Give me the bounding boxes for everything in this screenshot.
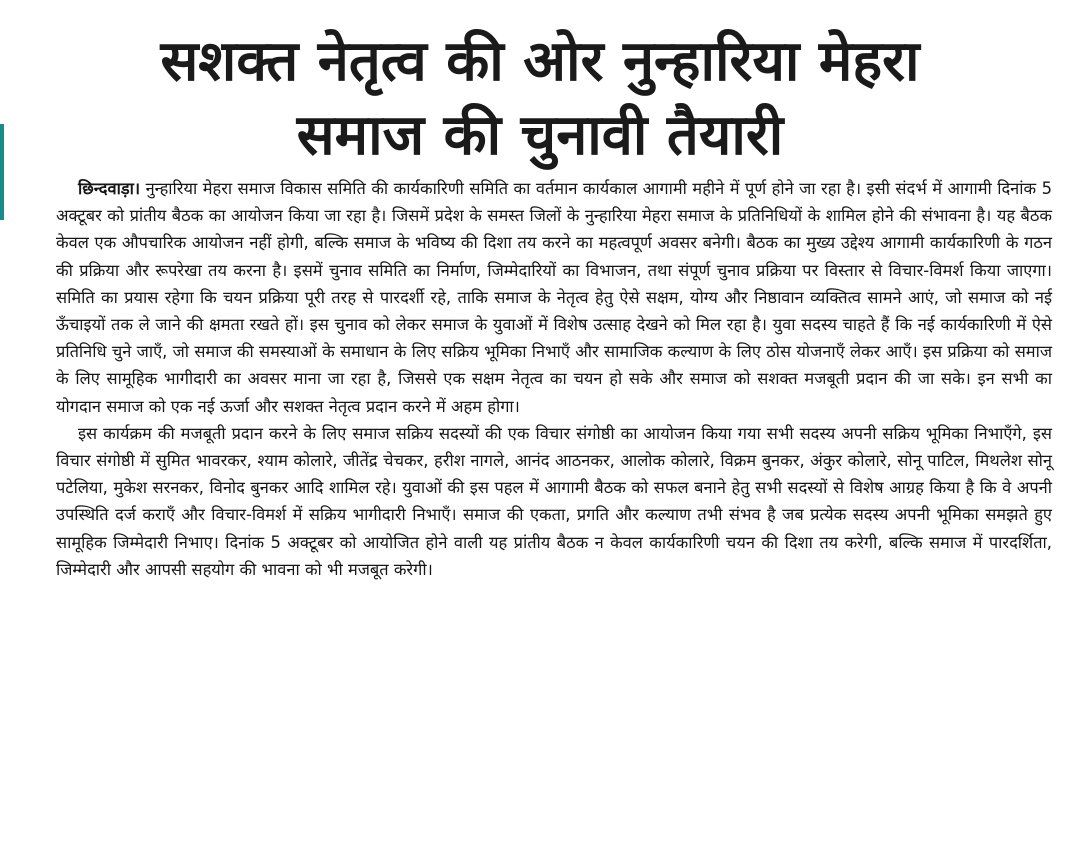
headline-line-2: समाज की चुनावी तैयारी (296, 103, 784, 169)
article-body (56, 175, 1052, 583)
column-marker (0, 124, 4, 220)
article-paragraph-1 (56, 175, 1052, 420)
paragraph-1-text: नुन्हारिया मेहरा समाज विकास समिति की कार्यकारिणी समिति का वर्तमान कार्यकाल आगामी महीने में पूर्ण होने जा रहा है। इसी संदर्भ में आगामी दिनांक 5 अक्टूबर को प्रांतीय बैठक का आयोजन किया जा रहा है। जिसमें प्रदेश के समस्त जिलों के नुन्हारिया मेहरा समाज के प्रतिनिधियों के शामिल होने की संभावना है। यह बैठक केवल एक औपचारिक आयोजन नहीं होगी, बल्कि समाज के भविष्य की दिशा तय करने का महत्वपूर्ण अवसर बनेगी। बैठक का मुख्य उद्देश्य आगामी कार्यकारिणी के गठन की प्रक्रिया और रूपरेखा तय करना है। इसमें चुनाव समिति का निर्माण, जिम्मेदारियों का विभाजन, तथा संपूर्ण चुनाव प्रक्रिया पर विस्तार से विचार-विमर्श किया जाएगा। समिति का प्रयास रहेगा कि चयन प्रक्रिया पूरी तरह से पारदर्शी रहे, ताकि समाज के नेतृत्व हेतु ऐसे सक्षम, योग्य और निष्ठावान व्यक्तित्व सामने आएं, जो समाज को नई ऊँचाइयों तक ले जाने की क्षमता रखते हों। इस चुनाव को लेकर समाज के युवाओं में विशेष उत्साह देखने को मिल रहा है। युवा सदस्य चाहते हैं कि नई कार्यकारिणी में ऐसे प्रतिनिधि चुने जाएँ, जो समाज की समस्याओं के समाधान के लिए सक्रिय भूमिका निभाएँ और सामाजिक कल्याण के लिए ठोस योजनाएँ लेकर आएँ। इस प्रक्रिया को समाज के लिए सामूहिक भागीदारी का अवसर माना जा रहा है, जिससे एक सक्षम नेतृत्व का चयन हो सके और समाज को सशक्त मजबूती प्रदान की जा सके। इन सभी का योगदान समाज को एक नई ऊर्जा और सशक्त नेतृत्व प्रदान करने में अहम होगा। (56, 179, 1052, 416)
headline-line-1: सशक्त नेतृत्व की ओर नुन्हारिया मेहरा (160, 29, 920, 95)
article-paragraph-2 (56, 420, 1052, 583)
headline (30, 25, 1050, 173)
paragraph-2-text: इस कार्यक्रम की मजबूती प्रदान करने के लिए समाज सक्रिय सदस्यों की एक विचार संगोष्ठी का आयोजन किया गया सभी सदस्य अपनी सक्रिय भूमिका निभाएँगे, इस विचार संगोष्ठी में सुमित भावरकर, श्याम कोलारे, जीतेंद्र चेचकर, हरीश नागले, आनंद आठनकर, आलोक कोलारे, विक्रम बुनकर, अंकुर कोलारे, सोनू पाटिल, मिथलेश सोनू पटेलिया, मुकेश सरनकर, विनोद बुनकर आदि शामिल रहे। युवाओं की इस पहल में आगामी बैठक को सफल बनाने हेतु सभी सदस्यों से विशेष आग्रह किया है कि वे अपनी उपस्थिति दर्ज कराएँ और विचार-विमर्श में सक्रिय भागीदारी निभाएँ। समाज की एकता, प्रगति और कल्याण तभी संभव है जब प्रत्येक सदस्य अपनी भूमिका समझते हुए सामूहिक जिम्मेदारी निभाए। दिनांक 5 अक्टूबर को आयोजित होने वाली यह प्रांतीय बैठक न केवल कार्यकारिणी चयन की दिशा तय करेगी, बल्कि समाज में पारदर्शिता, जिम्मेदारी और आपसी सहयोग की भावना को भी मजबूत करेगी। (56, 423, 1052, 579)
dateline: छिन्दवाड़ा। (78, 179, 141, 198)
